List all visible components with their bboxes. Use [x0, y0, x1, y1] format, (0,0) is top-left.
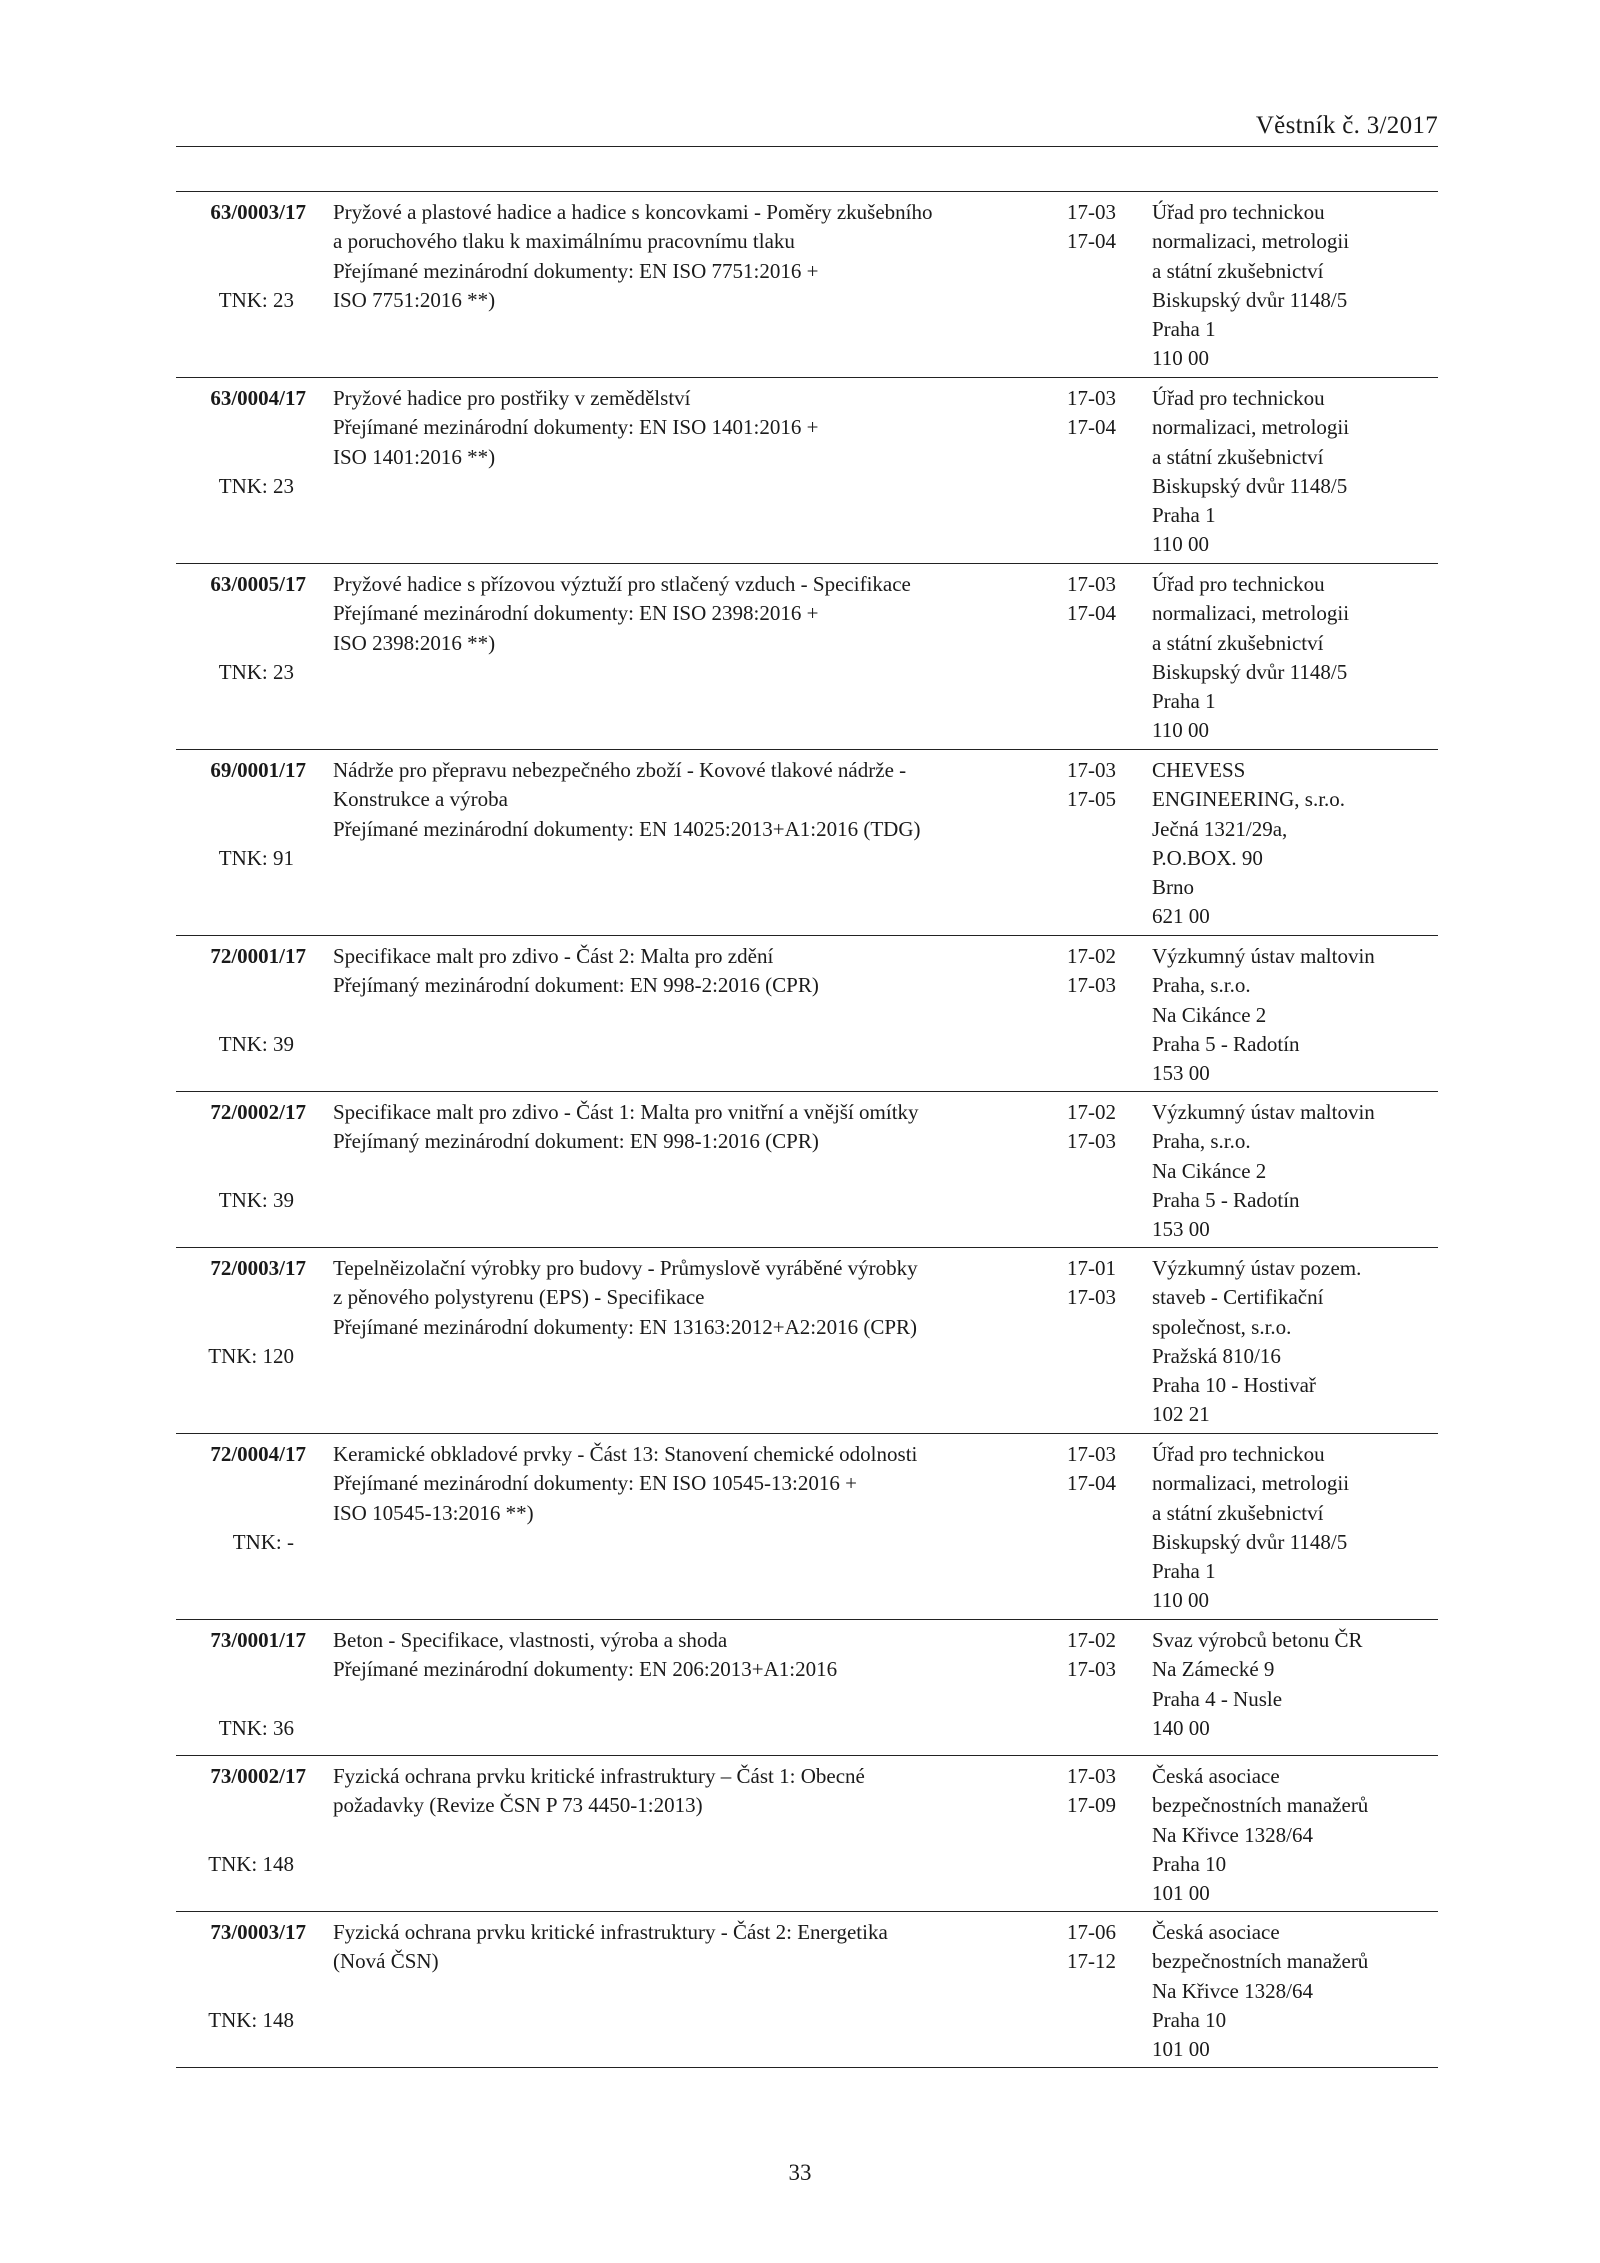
address-line: Svaz výrobců betonu ČR [1152, 1628, 1363, 1652]
page-header [176, 108, 1438, 147]
date-value: 17-03 [1067, 200, 1116, 224]
tnk-number: TNK: 148 [208, 1852, 294, 1876]
address-line: bezpečnostních manažerů [1152, 1793, 1369, 1818]
table-row [176, 1092, 1438, 1248]
date-value: 17-03 [1067, 1285, 1116, 1310]
date-value: 17-12 [1067, 1949, 1116, 1974]
date-value: 17-03 [1067, 758, 1116, 782]
address-line: Praha 10 - Hostivař [1152, 1373, 1316, 1398]
address-line: Ječná 1321/29a, [1152, 816, 1288, 841]
description-line: Přejímané mezinárodní dokumenty: EN ISO 1401:2016 + [333, 415, 819, 440]
standard-id: 72/0001/17 [210, 944, 306, 968]
standard-id: 72/0003/17 [210, 1256, 306, 1280]
table-row [176, 936, 1438, 1092]
dates-column [1067, 384, 1137, 443]
address-line: Úřad pro technickou [1152, 572, 1325, 596]
address-line: Na Cikánce 2 [1152, 1158, 1267, 1183]
dates-column [1067, 198, 1137, 257]
standard-id: 72/0004/17 [210, 1442, 306, 1466]
description-line: Tepelněizolační výrobky pro budovy - Průmyslově vyráběné výrobky [333, 1256, 918, 1280]
address-line: a státní zkušebnictví [1152, 258, 1324, 283]
standard-description [333, 1762, 1033, 1821]
description-line: Přejímané mezinárodní dokumenty: EN ISO 2398:2016 + [333, 601, 819, 626]
date-value: 17-09 [1067, 1793, 1116, 1818]
address-line: Na Křivce 1328/64 [1152, 1978, 1313, 2003]
address-line: Brno [1152, 875, 1194, 900]
address-line: Praha 1 [1152, 317, 1216, 342]
address-line: 102 21 [1152, 1402, 1210, 1427]
tnk-number: TNK: 91 [218, 846, 294, 870]
description-line: Přejímaný mezinárodní dokument: EN 998-1:2016 (CPR) [333, 1129, 819, 1154]
address-line: normalizaci, metrologii [1152, 1471, 1350, 1496]
tnk-number: TNK: 148 [208, 2008, 294, 2032]
address-line: Česká asociace [1152, 1920, 1280, 1944]
address-line: 110 00 [1152, 346, 1209, 371]
processor-address [1152, 942, 1442, 1088]
tnk-number: TNK: 39 [218, 1032, 294, 1056]
standard-id: 73/0001/17 [210, 1628, 306, 1652]
description-line: a poruchového tlaku k maximálnímu pracovnímu tlaku [333, 229, 795, 254]
date-value: 17-03 [1067, 1657, 1116, 1682]
table-row [176, 1620, 1438, 1756]
address-line: ENGINEERING, s.r.o. [1152, 787, 1346, 812]
standard-description [333, 1098, 1033, 1157]
tnk-number: TNK: 23 [218, 288, 294, 312]
address-line: a státní zkušebnictví [1152, 1500, 1324, 1525]
processor-address [1152, 198, 1442, 374]
tnk-number: TNK: 36 [218, 1716, 294, 1740]
address-line: Pražská 810/16 [1152, 1343, 1281, 1368]
address-line: 110 00 [1152, 1588, 1209, 1613]
standard-id: 69/0001/17 [210, 758, 306, 782]
standard-id: 63/0005/17 [210, 572, 306, 596]
date-value: 17-04 [1067, 1471, 1116, 1496]
address-line: společnost, s.r.o. [1152, 1314, 1292, 1339]
description-line: Beton - Specifikace, vlastnosti, výroba a shoda [333, 1628, 728, 1652]
address-line: CHEVESS [1152, 758, 1246, 782]
date-value: 17-03 [1067, 1129, 1116, 1154]
dates-column [1067, 570, 1137, 629]
processor-address [1152, 1254, 1442, 1430]
description-line: Nádrže pro přepravu nebezpečného zboží - Kovové tlakové nádrže - [333, 758, 907, 782]
table-row [176, 1756, 1438, 1912]
date-value: 17-01 [1067, 1256, 1116, 1280]
address-line: Praha 1 [1152, 1559, 1216, 1584]
description-line: Specifikace malt pro zdivo - Část 2: Malta pro zdění [333, 944, 774, 968]
address-line: Česká asociace [1152, 1764, 1280, 1788]
date-value: 17-03 [1067, 1442, 1116, 1466]
address-line: Praha, s.r.o. [1152, 973, 1251, 998]
address-line: Praha 1 [1152, 503, 1216, 528]
description-line: Pryžové hadice s přízovou výztuží pro stlačený vzduch - Specifikace [333, 572, 911, 596]
address-line: normalizaci, metrologii [1152, 415, 1350, 440]
date-value: 17-06 [1067, 1920, 1116, 1944]
description-line: Přejímané mezinárodní dokumenty: EN 206:2013+A1:2016 [333, 1657, 838, 1682]
address-line: normalizaci, metrologii [1152, 229, 1350, 254]
date-value: 17-04 [1067, 415, 1116, 440]
address-line: 621 00 [1152, 904, 1210, 929]
address-line: 153 00 [1152, 1217, 1210, 1242]
standard-description [333, 756, 1033, 844]
description-line: ISO 2398:2016 **) [333, 630, 496, 655]
description-line: Přejímané mezinárodní dokumenty: EN ISO 7751:2016 + [333, 258, 819, 283]
date-value: 17-04 [1067, 601, 1116, 626]
date-value: 17-03 [1067, 973, 1116, 998]
table-row [176, 378, 1438, 564]
standard-description [333, 1626, 1033, 1685]
address-line: Výzkumný ústav maltovin [1152, 1100, 1375, 1124]
standard-id: 73/0003/17 [210, 1920, 306, 1944]
description-line: z pěnového polystyrenu (EPS) - Specifikace [333, 1285, 705, 1310]
description-line: požadavky (Revize ČSN P 73 4450-1:2013) [333, 1793, 703, 1818]
page-number: 33 [788, 2160, 812, 2185]
dates-column [1067, 1918, 1137, 1977]
standard-id: 63/0004/17 [210, 386, 306, 410]
address-line: P.O.BOX. 90 [1152, 845, 1263, 870]
standard-id: 63/0003/17 [210, 200, 306, 224]
standard-description [333, 942, 1033, 1001]
table-row [176, 1434, 1438, 1620]
dates-column [1067, 1440, 1137, 1499]
standard-description [333, 570, 1033, 658]
description-line: Přejímané mezinárodní dokumenty: EN ISO 10545-13:2016 + [333, 1471, 857, 1496]
tnk-number: TNK: 23 [218, 474, 294, 498]
table-row [176, 192, 1438, 378]
address-line: Výzkumný ústav maltovin [1152, 944, 1375, 968]
description-line: Pryžové hadice pro postřiky v zemědělství [333, 386, 691, 410]
address-line: bezpečnostních manažerů [1152, 1949, 1369, 1974]
address-line: 140 00 [1152, 1715, 1210, 1740]
address-line: Praha 5 - Radotín [1152, 1031, 1300, 1056]
standard-description [333, 198, 1033, 315]
description-line: Přejímané mezinárodní dokumenty: EN 14025:2013+A1:2016 (TDG) [333, 816, 921, 841]
address-line: Biskupský dvůr 1148/5 [1152, 659, 1348, 684]
table-row [176, 750, 1438, 936]
dates-column [1067, 1254, 1137, 1313]
dates-column [1067, 756, 1137, 815]
description-line: ISO 1401:2016 **) [333, 444, 496, 469]
description-line: Keramické obkladové prvky - Část 13: Stanovení chemické odolnosti [333, 1442, 918, 1466]
processor-address [1152, 1762, 1442, 1908]
address-line: 110 00 [1152, 532, 1209, 557]
processor-address [1152, 1626, 1442, 1743]
standard-description [333, 1254, 1033, 1342]
table-row [176, 1248, 1438, 1434]
address-line: Praha 10 [1152, 1851, 1227, 1876]
address-line: normalizaci, metrologii [1152, 601, 1350, 626]
address-line: Výzkumný ústav pozem. [1152, 1256, 1362, 1280]
tnk-number: TNK: 23 [218, 660, 294, 684]
tnk-number: TNK: 39 [218, 1188, 294, 1212]
address-line: Na Cikánce 2 [1152, 1002, 1267, 1027]
address-line: Praha 4 - Nusle [1152, 1686, 1283, 1711]
processor-address [1152, 384, 1442, 560]
address-line: Úřad pro technickou [1152, 200, 1325, 224]
date-value: 17-02 [1067, 1100, 1116, 1124]
address-line: Biskupský dvůr 1148/5 [1152, 1529, 1348, 1554]
description-line: (Nová ČSN) [333, 1949, 439, 1974]
address-line: Na Křivce 1328/64 [1152, 1822, 1313, 1847]
address-line: staveb - Certifikační [1152, 1285, 1324, 1310]
address-line: Úřad pro technickou [1152, 1442, 1325, 1466]
tnk-number: TNK: 120 [208, 1344, 294, 1368]
address-line: 153 00 [1152, 1061, 1210, 1086]
dates-column [1067, 1762, 1137, 1821]
address-line: Praha 5 - Radotín [1152, 1187, 1300, 1212]
description-line: Specifikace malt pro zdivo - Část 1: Malta pro vnitřní a vnější omítky [333, 1100, 919, 1124]
standard-id: 73/0002/17 [210, 1764, 306, 1788]
address-line: 101 00 [1152, 2037, 1210, 2062]
standard-id: 72/0002/17 [210, 1100, 306, 1124]
description-line: Přejímané mezinárodní dokumenty: EN 13163:2012+A2:2016 (CPR) [333, 1314, 918, 1339]
address-line: 101 00 [1152, 1881, 1210, 1906]
table-row [176, 1912, 1438, 2068]
description-line: Fyzická ochrana prvku kritické infrastruktury - Část 2: Energetika [333, 1920, 888, 1944]
date-value: 17-02 [1067, 1628, 1116, 1652]
description-line: Přejímaný mezinárodní dokument: EN 998-2:2016 (CPR) [333, 973, 819, 998]
date-value: 17-04 [1067, 229, 1116, 254]
date-value: 17-03 [1067, 386, 1116, 410]
description-line: ISO 10545-13:2016 **) [333, 1500, 534, 1525]
dates-column [1067, 1098, 1137, 1157]
dates-column [1067, 1626, 1137, 1685]
address-line: 110 00 [1152, 718, 1209, 743]
address-line: Úřad pro technickou [1152, 386, 1325, 410]
description-line: Pryžové a plastové hadice a hadice s koncovkami - Poměry zkušebního [333, 200, 933, 224]
address-line: Praha 1 [1152, 689, 1216, 714]
standards-table [176, 191, 1438, 2068]
description-line: Fyzická ochrana prvku kritické infrastruktury – Část 1: Obecné [333, 1764, 865, 1788]
address-line: a státní zkušebnictví [1152, 444, 1324, 469]
processor-address [1152, 1440, 1442, 1616]
date-value: 17-05 [1067, 787, 1116, 812]
journal-title: Věstník č. 3/2017 [1255, 112, 1438, 139]
standard-description [333, 384, 1033, 472]
processor-address [1152, 570, 1442, 746]
standard-description [333, 1440, 1033, 1528]
address-line: Praha 10 [1152, 2007, 1227, 2032]
processor-address [1152, 756, 1442, 932]
standard-description [333, 1918, 1033, 1977]
address-line: Praha, s.r.o. [1152, 1129, 1251, 1154]
processor-address [1152, 1098, 1442, 1244]
description-line: ISO 7751:2016 **) [333, 287, 496, 312]
address-line: a státní zkušebnictví [1152, 630, 1324, 655]
address-line: Na Zámecké 9 [1152, 1657, 1275, 1682]
address-line: Biskupský dvůr 1148/5 [1152, 287, 1348, 312]
description-line: Konstrukce a výroba [333, 787, 508, 812]
dates-column [1067, 942, 1137, 1001]
table-row [176, 564, 1438, 750]
address-line: Biskupský dvůr 1148/5 [1152, 473, 1348, 498]
date-value: 17-02 [1067, 944, 1116, 968]
processor-address [1152, 1918, 1442, 2064]
date-value: 17-03 [1067, 572, 1116, 596]
date-value: 17-03 [1067, 1764, 1116, 1788]
tnk-number: TNK: - [232, 1530, 294, 1554]
